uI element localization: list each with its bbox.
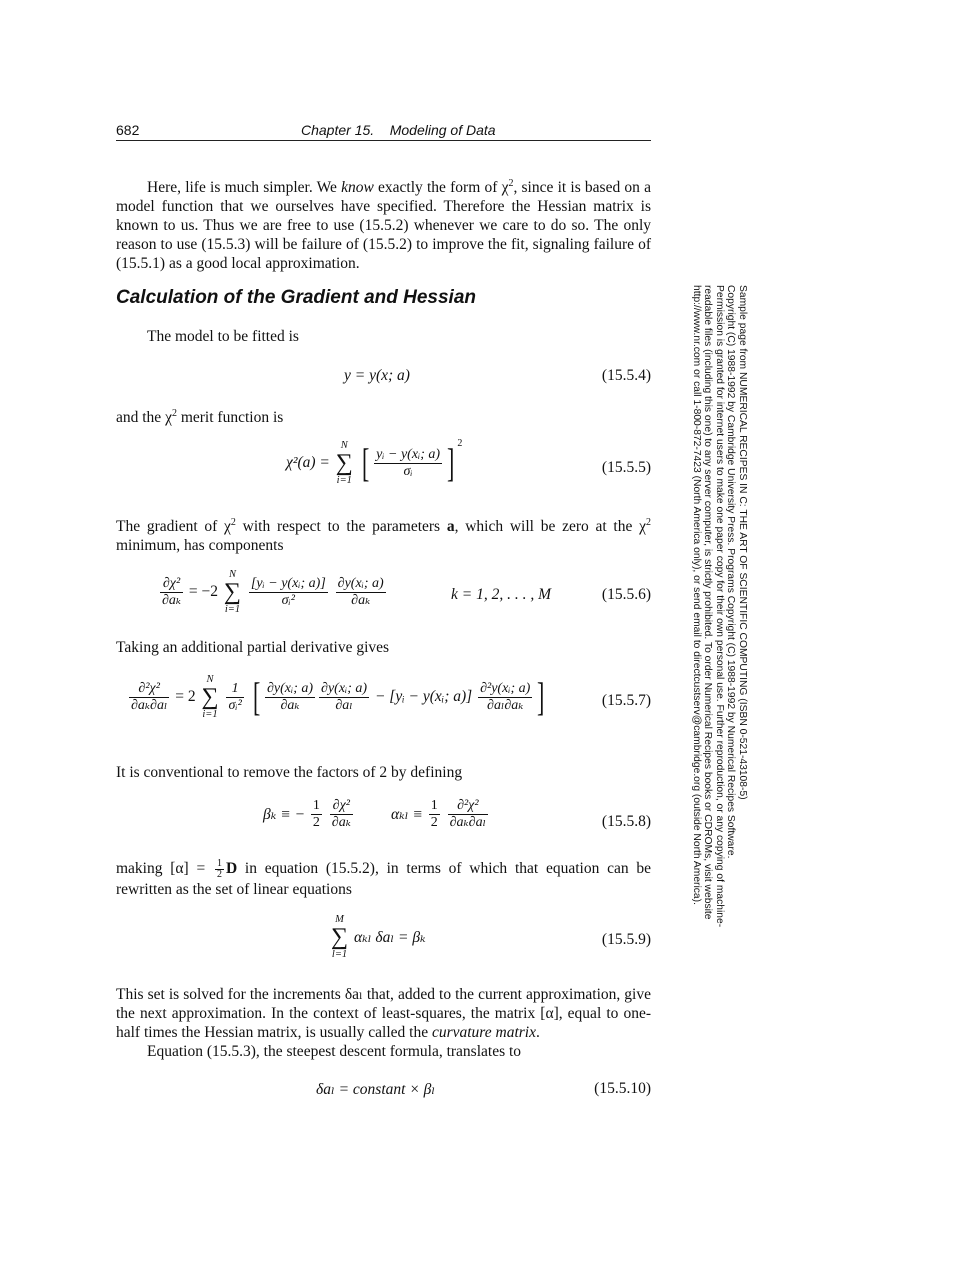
equation-number: (15.5.9) — [601, 931, 651, 948]
fraction-2 — [336, 576, 386, 609]
summation — [201, 674, 218, 720]
denominator: ∂aₖ — [336, 592, 386, 609]
denominator: ∂aₖ∂aₗ — [131, 697, 168, 713]
section-heading: Calculation of the Gradient and Hessian — [116, 287, 477, 308]
eq-lhs: χ²(a) = — [286, 454, 330, 471]
merit-text-1: and the χ — [116, 409, 172, 427]
summation — [331, 914, 348, 960]
merit-superscript: 2 — [171, 408, 177, 419]
intro-text-3: exactly the form of χ — [373, 179, 509, 197]
numerator: ∂y(xᵢ; a) — [266, 680, 314, 696]
numerator: [yᵢ − y(xᵢ; a)] — [250, 575, 326, 591]
equation-number: (15.5.8) — [601, 813, 651, 830]
sigma-symbol: ∑ — [331, 924, 349, 950]
solved-emphasis: curvature matrix — [431, 1024, 536, 1041]
equation-15-5-4 — [116, 367, 651, 387]
sigma-symbol: ∑ — [335, 450, 353, 476]
numerator: ∂y(xᵢ; a) — [337, 575, 384, 591]
numerator: 1 — [312, 798, 320, 813]
equation-15-5-6 — [116, 569, 651, 621]
notice-line-3: Permission is granted for internet users to make one paper copy for their own personal use. Further reproduction, or any copying of machine- — [713, 285, 725, 928]
gradient-bold-a: a — [446, 518, 455, 536]
equation-body — [127, 674, 548, 720]
half-fraction — [215, 859, 224, 880]
solved-paragraph — [116, 985, 651, 1042]
right-bracket: ] — [537, 674, 545, 719]
solved-text-1: This set is solved for the increments δaₗ that, added to the current approximation, give the next approximation. In the context of least-squares, the matrix [α], equal to one-half times the Hessian matrix, is usually called the — [116, 986, 651, 1041]
fraction — [374, 447, 442, 480]
numerator: 1 — [216, 858, 222, 869]
intro-text-5: , since it is based on a model function that we ourselves have specified. Therefore the Hessian matrix is known to us. Thus we are free to use (15.5.2) whenever we care to do so. The only reason to use (15.5.3) will be failure of (15.5.2) to improve the fit, signaling failure of (15.5.1) as a good local approximation. — [116, 179, 651, 273]
denominator: 2 — [430, 815, 438, 830]
numerator: 1 — [231, 680, 239, 696]
gradient-sup-2: 2 — [646, 517, 651, 528]
denominator: ∂aₖ — [162, 592, 182, 608]
equals-coefficient: = 2 — [175, 688, 196, 705]
denominator: 2 — [312, 815, 320, 830]
beta-fraction — [330, 798, 353, 831]
notice-line-1: Sample page from NUMERICAL RECIPES IN C: THE ART OF SCIENTIFIC COMPUTING (ISBN 0-521-43108-5) — [737, 285, 748, 800]
denominator: ∂aₖ∂aₗ — [449, 815, 486, 830]
right-bracket: ] — [447, 440, 455, 485]
denominator: 2 — [216, 869, 222, 880]
gradient-text-1: The gradient of χ — [116, 518, 231, 536]
sum-upper-limit: N — [206, 674, 214, 685]
numerator: yᵢ − y(xᵢ; a) — [376, 446, 441, 462]
sum-lower-limit: i=1 — [336, 475, 352, 486]
making-text — [116, 859, 651, 899]
copyright-side-notice — [690, 285, 748, 985]
numerator: ∂y(xᵢ; a) — [321, 680, 368, 696]
equation-15-5-9 — [116, 914, 651, 968]
sigma-symbol: ∑ — [223, 579, 241, 605]
half-fraction — [429, 798, 440, 831]
making-text-1: making [α] = — [116, 860, 213, 878]
equation-15-5-10 — [116, 1080, 651, 1100]
numerator: ∂²χ² — [138, 680, 160, 696]
equation-15-5-5 — [116, 440, 651, 494]
model-text: The model to be fitted is — [147, 328, 299, 345]
numerator: ∂χ² — [332, 798, 350, 813]
equation-body: δaₗ = constant × βₗ — [316, 1081, 436, 1098]
summation — [224, 569, 241, 615]
denominator: ∂aₗ∂aₖ — [478, 697, 532, 714]
notice-line-5: http://www.nr.com or call 1-800-872-7423 (North America only), or send email to directcustserv@cambridge.org (outside North America). — [690, 285, 702, 905]
equation-15-5-7 — [116, 674, 651, 730]
beta-lhs: βₖ ≡ − — [263, 806, 306, 823]
denominator: σᵢ² — [249, 592, 328, 609]
gradient-text-7: minimum, has components — [116, 537, 284, 555]
alpha-lhs: αₖₗ ≡ — [391, 806, 423, 823]
sum-lower-limit: i=1 — [202, 709, 218, 720]
numerator: ∂χ² — [162, 575, 181, 591]
fraction-2 — [319, 681, 369, 714]
equation-number: (15.5.5) — [601, 459, 651, 476]
steepest-text: Equation (15.5.3), the steepest descent formula, translates to — [147, 1043, 522, 1060]
sum-upper-limit: N — [340, 440, 348, 451]
gradient-text-3: with respect to the parameters — [235, 518, 447, 536]
equation-body-beta — [263, 798, 355, 831]
gradient-text-5: , which will be zero at the χ — [454, 518, 646, 536]
equation-number: (15.5.6) — [601, 586, 651, 603]
denominator: ∂aₖ — [331, 815, 351, 830]
equation-15-5-8 — [116, 798, 651, 842]
equation-body: y = y(x; a) — [344, 367, 410, 384]
notice-line-2: Copyright (C) 1988-1992 by Cambridge University Press. Programs Copyright (C) 1988-1992 by Numerical Recipes Software. — [725, 285, 737, 859]
merit-text — [116, 404, 651, 427]
equation-body — [329, 914, 426, 960]
fraction-3 — [478, 681, 532, 714]
page-number: 682 — [116, 122, 140, 138]
equation-condition: k = 1, 2, . . . , M — [451, 586, 552, 603]
summation — [336, 440, 353, 486]
notice-line-4: readable files (including this one) to any server computer, is strictly prohibited. To order Numerical Recipes books or CDROMs, visit website — [702, 285, 714, 920]
lhs-fraction — [160, 576, 183, 609]
running-header — [116, 120, 651, 141]
equals-coefficient: = −2 — [188, 583, 219, 600]
left-bracket: [ — [361, 440, 370, 485]
gradient-sup-1: 2 — [230, 517, 236, 528]
fraction-1 — [249, 576, 328, 609]
equation-rhs: αₖₗ δaₗ = βₖ — [353, 928, 426, 946]
gradient-text — [116, 513, 651, 555]
denominator: ∂aₗ — [319, 697, 369, 714]
sum-upper-limit: M — [335, 914, 344, 925]
equation-body — [286, 440, 462, 486]
copyright-text-block — [690, 285, 748, 985]
partial-text: Taking an additional partial derivative gives — [116, 639, 390, 656]
intro-text-1: Here, life is much simpler. We — [147, 179, 342, 197]
fraction-1 — [265, 681, 315, 714]
fraction-0 — [226, 681, 243, 714]
power: 2 — [457, 438, 463, 450]
numerator: ∂²y(xᵢ; a) — [480, 680, 531, 696]
sum-lower-limit: i=1 — [224, 604, 241, 615]
denominator: ∂aₖ — [265, 697, 315, 714]
half-fraction — [311, 798, 322, 831]
intro-superscript: 2 — [508, 178, 514, 189]
equation-number: (15.5.4) — [601, 367, 651, 384]
intro-emphasis: know — [341, 179, 374, 197]
left-bracket: [ — [252, 674, 260, 719]
sum-lower-limit: l=1 — [331, 949, 348, 960]
intro-paragraph — [116, 174, 651, 273]
equation-body — [158, 569, 388, 615]
convention-text: It is conventional to remove the factors of 2 by defining — [116, 764, 463, 781]
numerator: ∂²χ² — [457, 798, 479, 813]
sigma-symbol: ∑ — [201, 684, 219, 710]
alpha-fraction — [448, 798, 488, 831]
merit-text-3: merit function is — [176, 409, 284, 427]
equation-number: (15.5.10) — [594, 1080, 651, 1097]
equation-number: (15.5.7) — [601, 692, 651, 709]
numerator: 1 — [430, 798, 438, 813]
chapter-title: Chapter 15. Modeling of Data — [301, 122, 496, 138]
sum-upper-limit: N — [228, 569, 236, 580]
denominator: σᵢ — [374, 463, 442, 480]
lhs-fraction — [129, 681, 169, 714]
denominator: σᵢ² — [228, 697, 242, 713]
equation-body-alpha — [391, 798, 490, 831]
minus-term: − [yᵢ − y(xᵢ; a)] — [374, 688, 473, 705]
making-bold-d: D — [225, 860, 238, 878]
solved-text-3: . — [535, 1024, 540, 1041]
making-text-3: in equation (15.5.2), in terms of which that equation can be rewritten as the set of linear equations — [116, 860, 651, 898]
